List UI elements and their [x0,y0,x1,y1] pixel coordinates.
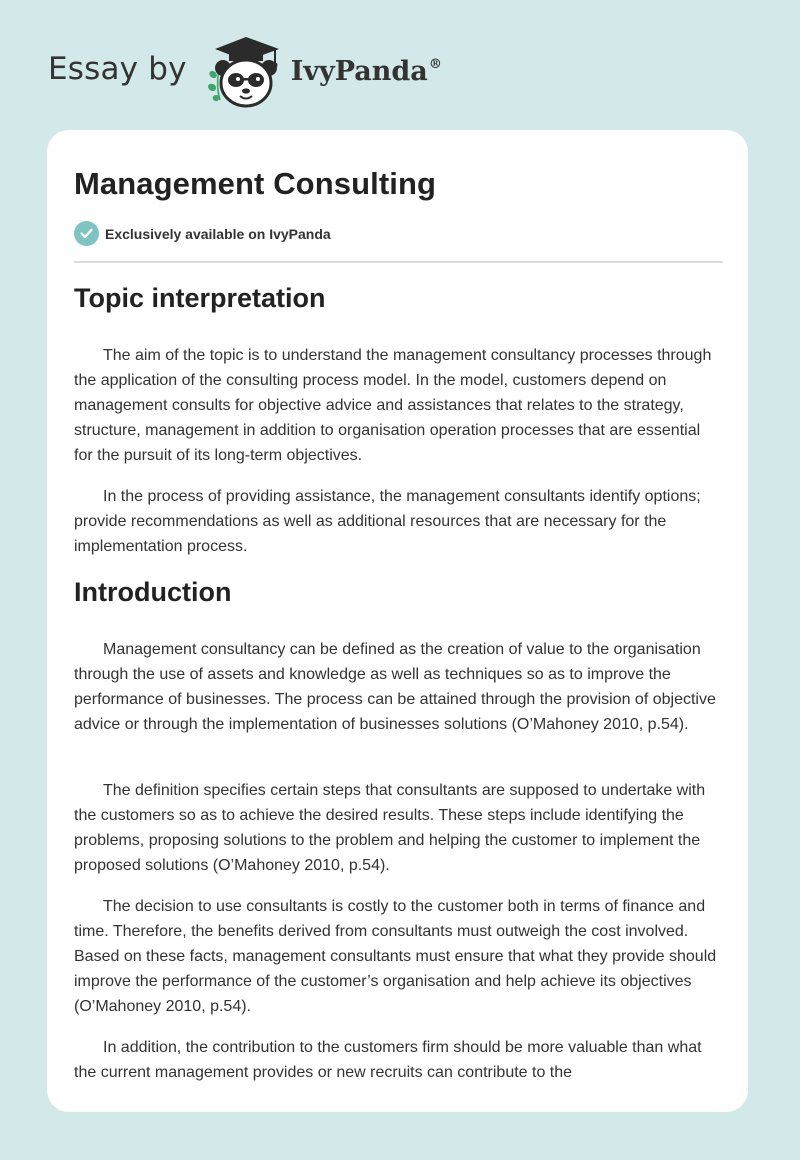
check-icon [74,221,99,246]
paragraph: In addition, the contribution to the customers firm should be more valuable than what the current management provides or new recruits can contribute to the [74,1039,702,1081]
ivypanda-logo-icon[interactable] [201,34,287,110]
divider [74,261,723,263]
brand-name[interactable] [291,56,442,87]
exclusive-label: Exclusively available on IvyPanda [105,225,331,242]
paragraph: Management consultancy can be defined as the creation of value to the organisation through the use of assets and knowledge as well as techniques so as to improve the performance of businesses. The process can be attained through the provision of objective advice or through the implementation of businesses solutions (O’Mahoney 2010, p.54). [74,641,716,733]
paragraph: The aim of the topic is to understand the management consultancy processes through the application of the consulting process model. In the model, customers depend on management consults for objective advice and assistances that relates to the strategy, structure, management in addition to organisation operation processes that are essential for the pursuit of its long-term objectives. [74,347,712,464]
essay-card [47,130,748,1112]
essay-by-label: Essay by [48,51,187,87]
paragraph: In the process of providing assistance, the management consultants identify options; provide recommendations as well as additional resources that are necessary for the implementation process. [74,488,701,555]
page-title: Management Consulting [74,166,437,201]
section-heading-topic-interpretation: Topic interpretation [74,283,326,313]
section-heading-introduction: Introduction [74,577,232,607]
paragraph: The definition specifies certain steps that consultants are supposed to undertake with the customers so as to achieve the desired results. These steps include identifying the problems, proposing solutions to the problem and helping the customer to implement the proposed solutions (O’Mahoney 2010, p.54). [74,782,706,874]
site-header [48,34,442,110]
exclusive-badge [74,221,331,246]
registered-mark: ® [428,56,442,72]
paragraph: The decision to use consultants is costly to the customer both in terms of finance and time. Therefore, the benefits derived from consultants must outweigh the cost involved. Based on these facts, management consultants must ensure that what they provide should improve the performance of the customer’s organisation and help achieve its objectives (O’Mahoney 2010, p.54). [74,898,717,1015]
brand-text: IvyPanda [290,55,428,87]
